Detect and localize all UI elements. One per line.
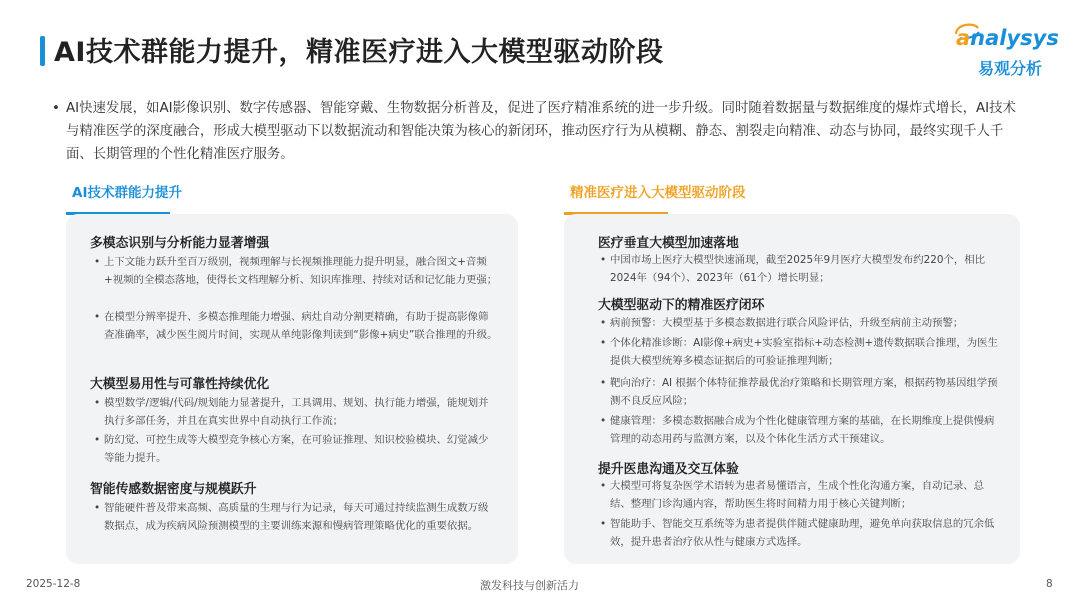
right-column-heading: 精准医疗进入大模型驱动阶段 — [570, 185, 746, 201]
logo-wordmark: analysys — [956, 26, 1059, 50]
right-panel — [564, 214, 1020, 564]
bullet-icon: • — [600, 377, 607, 389]
bullet-icon: • — [94, 502, 101, 514]
section-title: 大模型驱动下的精准医疗闭环 — [598, 298, 765, 313]
list-item: • 防幻觉、可控生成等大模型竞争核心方案，在可验证推理、知识校验模块、幻觉减少等能力提升。 — [94, 434, 489, 464]
list-item: • 上下文能力跃升至百万级别，视频理解与长视频推理能力提升明显，融合图文+音频+视频的全模态落地，使得长文档理解分析、知识库推理、持续对话和记忆能力更强； — [94, 256, 498, 286]
list-item: • 智能助手、智能交互系统等为患者提供伴随式健康助理，避免单向获取信息的冗余低效，提升患者治疗依从性与健康方式选择。 — [600, 518, 995, 548]
page-title: AI技术群能力提升，精准医疗进入大模型驱动阶段 — [54, 37, 664, 68]
list-item: • 个体化精准诊断：AI影像+病史+实验室指标+动态检测+遗传数据联合推理，为医生提供大模型统筹多模态证据后的可验证推理判断； — [600, 337, 998, 367]
brand-logo — [956, 22, 1060, 82]
list-item: • 在模型分辨率提升、多模态推理能力增强、病灶自动分割更精确，有助于提高影像筛查准确率，减少医生阅片时间，实现从单纯影像判读到“影像+病史”联合推理的升级。 — [94, 311, 498, 341]
section-title: 提升医患沟通及交互体验 — [598, 462, 739, 477]
bullet-icon: • — [94, 256, 101, 268]
bullet-icon: • — [52, 101, 60, 116]
list-item: • 大模型可将复杂医学术语转为患者易懂语言，生成个性化沟通方案，自动记录、总结、整理门诊沟通内容，帮助医生将时间精力用于核心关键判断； — [600, 480, 985, 510]
intro-text: AI快速发展，如AI影像识别、数字传感器、智能穿戴、生物数据分析普及，促进了医疗精准系统的进一步升级。同时随着数据量与数据维度的爆炸式增长，AI技术与精准医学的深度融合，形成大模型驱动下以数据流动和智能决策为核心的新闭环，推动医疗行为从模糊、静态、割裂走向精准、动态与协同，最终实现千人千面、长期管理的个性化精准医疗服务。 — [66, 101, 1016, 162]
footer-date: 2025-12-8 — [26, 578, 81, 590]
bullet-icon: • — [600, 317, 607, 329]
section-title: 医疗垂直大模型加速落地 — [598, 236, 739, 251]
bullet-icon: • — [600, 254, 607, 266]
title-accent-bar — [40, 36, 45, 66]
list-item: • 靶向治疗：AI 根据个体特征推荐最优治疗策略和长期管理方案，根据药物基因组学预测不良反应风险； — [600, 377, 998, 407]
bullet-icon: • — [600, 518, 607, 530]
page-number: 8 — [1046, 578, 1053, 590]
left-column-heading: AI技术群能力提升 — [72, 185, 182, 201]
list-item: • 模型数学/逻辑/代码/规划能力显著提升，工具调用、规划、执行能力增强，能规划并执行多部任务，并且在真实世界中自动执行工作流； — [94, 397, 489, 427]
bullet-icon: • — [94, 397, 101, 409]
list-item: • 中国市场上医疗大模型快速涌现，截至2025年9月医疗大模型发布约220个，相比2024年（94个）、2023年（61个）增长明显； — [600, 254, 985, 284]
bullet-icon: • — [94, 434, 101, 446]
list-item: • 病前预警：大模型基于多模态数据进行联合风险评估，升级至病前主动预警； — [610, 315, 1002, 333]
section-title: 智能传感数据密度与规模跃升 — [90, 482, 257, 497]
list-item: • 健康管理：多模态数据融合成为个性化健康管理方案的基础，在长期维度上提供慢病管理的动态用药与监测方案，以及个体化生活方式干预建议。 — [600, 415, 995, 445]
section-title: 大模型易用性与可靠性持续优化 — [90, 377, 270, 392]
footer-slogan: 激发科技与创新活力 — [480, 579, 579, 592]
logo-chinese-name: 易观分析 — [978, 59, 1043, 78]
intro-paragraph — [52, 97, 1026, 166]
bullet-icon: • — [94, 311, 101, 323]
bullet-icon: • — [600, 480, 607, 492]
bullet-icon: • — [600, 337, 607, 349]
bullet-icon: • — [600, 415, 607, 427]
section-title: 多模态识别与分析能力显著增强 — [90, 236, 270, 251]
left-panel — [66, 214, 518, 564]
list-item: • 智能硬件普及带来高频、高质量的生理与行为记录，每天可通过持续监测生成数万级数据点，成为疾病风险预测模型的主要训练来源和慢病管理策略优化的重要依据。 — [94, 502, 489, 532]
